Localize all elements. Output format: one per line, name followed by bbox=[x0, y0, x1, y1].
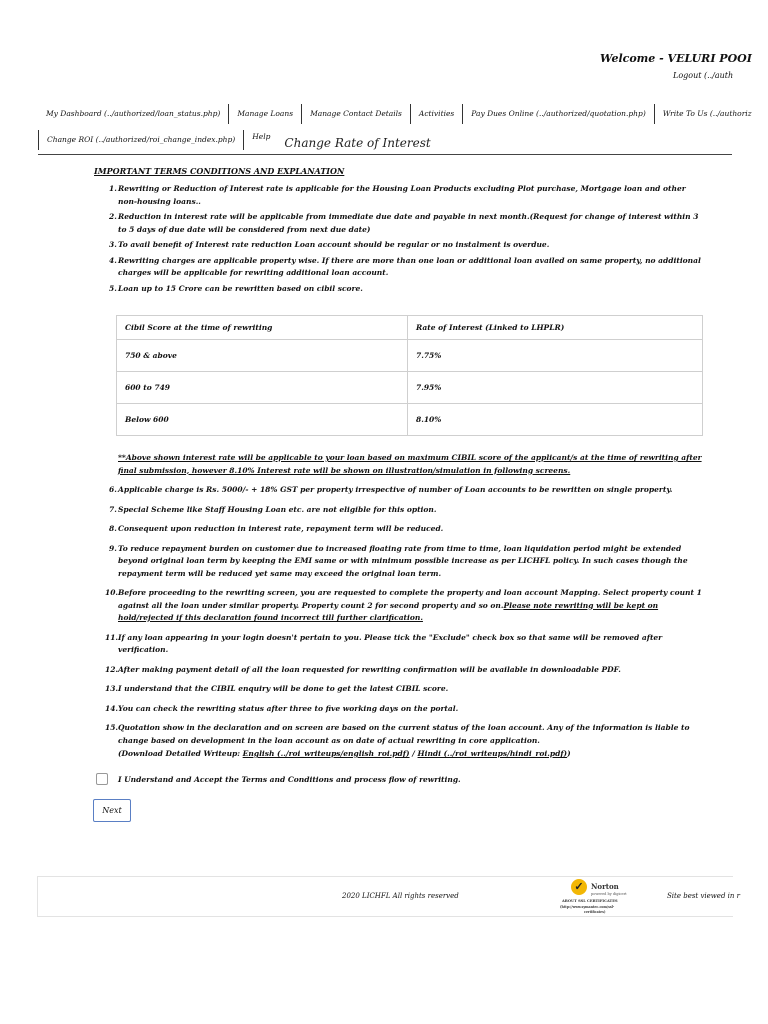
table-header-row bbox=[117, 316, 703, 340]
download-english-link[interactable]: English (../roi_writeups/english_roi.pdf) bbox=[242, 749, 410, 758]
logout-link[interactable]: Logout (../auth bbox=[673, 71, 734, 80]
term-item: 6. Applicable charge is Rs. 5000/- + 18% GST per property irrespective of number of Loan accounts to be rewritten on single property. bbox=[109, 485, 673, 494]
term-item: 2. Reduction in interest rate will be applicable from immediate due date and payable in next month.(Request for change of interest within 3 to 5 days of due date will be considered from next due date) bbox=[109, 212, 699, 234]
terms-heading: IMPORTANT TERMS CONDITIONS AND EXPLANATION bbox=[94, 166, 345, 176]
welcome-text: Welcome - VELURI POOI bbox=[600, 52, 752, 65]
term-item: 5. Loan up to 15 Crore can be rewritten based on cibil score. bbox=[109, 283, 363, 293]
terms-list-continued bbox=[105, 484, 704, 747]
rate-cell: 8.10% bbox=[408, 404, 703, 436]
nav-manage-contact-details[interactable]: Manage Contact Details bbox=[302, 104, 411, 124]
term-item: 7. Special Scheme like Staff Housing Loan etc. are not eligible for this option. bbox=[109, 504, 437, 514]
norton-about-link[interactable]: ABOUT SSL CERTIFICATES bbox=[562, 899, 618, 903]
term-item: 11. If any loan appearing in your login doesn't pertain to you. Please tick the "Exclude" check box so that same will be removed after verification. bbox=[105, 632, 663, 654]
cibil-score-cell: 600 to 749 bbox=[117, 372, 408, 404]
column-header: Cibil Score at the time of rewriting bbox=[117, 316, 408, 340]
rate-cell: 7.95% bbox=[408, 372, 703, 404]
table-row bbox=[117, 404, 703, 436]
term-item: 1. Rewriting or Reduction of Interest rate is applicable for the Housing Loan Products excluding Plot purchase, Mortgage loan and other non-housing loans.. bbox=[109, 184, 686, 206]
term-item: 13. I understand that the CIBIL enquiry will be done to get the latest CIBIL score. bbox=[105, 684, 449, 693]
nav-manage-loans[interactable]: Manage Loans bbox=[229, 104, 302, 124]
declaration-warning: Please note rewriting will be kept on hold/rejected if this declaration found incorrect till further clarification. bbox=[118, 600, 659, 622]
page-title: Change Rate of Interest bbox=[284, 136, 431, 150]
cibil-rate-table bbox=[116, 315, 703, 436]
terms-list bbox=[109, 183, 704, 295]
term-item: 8. Consequent upon reduction in interest rate, repayment term will be reduced. bbox=[109, 524, 444, 533]
column-header: Rate of Interest (Linked to LHPLR) bbox=[408, 316, 703, 340]
table-row bbox=[117, 340, 703, 372]
term-item: 14. You can check the rewriting status after three to five working days on the portal. bbox=[105, 703, 459, 713]
site-best-viewed-text: Site best viewed in r bbox=[667, 892, 740, 900]
copyright-text: 2020 LICHFL All rights reserved bbox=[342, 892, 459, 900]
next-button[interactable]: Next bbox=[93, 799, 131, 822]
term-item: 3. To avail benefit of Interest rate reduction Loan account should be regular or no instalment is overdue. bbox=[109, 240, 550, 249]
nav-help[interactable]: Help bbox=[252, 132, 271, 141]
term-item: 15. Quotation show in the declaration and on screen are based on the current status of the loan account. Any of the information is liable to change based on development in the loan account as on date of actual rewriting in core application. bbox=[105, 723, 690, 745]
term-item: 12. After making payment detail of all the loan requested for rewriting confirmation will be available in downloadable PDF. bbox=[105, 664, 621, 674]
norton-logo[interactable]: Norton bbox=[591, 882, 619, 891]
nav-activities[interactable]: Activities bbox=[411, 104, 463, 124]
rate-cell: 7.75% bbox=[408, 340, 703, 372]
nav-divider bbox=[38, 154, 732, 155]
term-item: 9. To reduce repayment burden on customer due to increased floating rate from time to time, loan liquidation period might be extended beyond original loan term by keeping the EMI same or with minimum possible increase as per LICHFL policy. In such cases though the repayment term will be reduced yet same may exceed the original loan term. bbox=[109, 543, 688, 578]
interest-rate-note: **Above shown interest rate will be applicable to your loan based on maximum CIBIL score of the applicant/s at the time of rewriting after final submission, however 8.10% Interest rate will be shown on illustration/simulation in following screens. bbox=[118, 453, 702, 475]
secondary-nav bbox=[38, 130, 431, 150]
main-nav bbox=[38, 104, 760, 124]
term-item: 4. Rewriting charges are applicable property wise. If there are more than one loan or additional loan availed on same property, no additional charges will be applicable for rewriting additional loan account. bbox=[109, 255, 701, 277]
nav-my-dashboard[interactable]: My Dashboard (../authorized/loan_status.php) bbox=[38, 104, 229, 124]
accept-terms-label: I Understand and Accept the Terms and Conditions and process flow of rewriting. bbox=[118, 774, 461, 784]
cibil-score-cell: Below 600 bbox=[117, 404, 408, 436]
nav-pay-dues-online[interactable]: Pay Dues Online (../authorized/quotation.php) bbox=[463, 104, 654, 124]
checkmark-icon: ✓ bbox=[571, 879, 587, 895]
accept-terms-checkbox[interactable] bbox=[96, 773, 108, 785]
accept-terms-row bbox=[96, 773, 461, 785]
cibil-score-cell: 750 & above bbox=[117, 340, 408, 372]
nav-write-to-us[interactable]: Write To Us (../authoriz bbox=[662, 109, 752, 118]
download-writeup: (Download Detailed Writeup: English (../roi_writeups/english_roi.pdf) / Hindi (../roi_writeups/hindi_roi.pdf)) bbox=[118, 749, 571, 758]
term-item: 10. Before proceeding to the rewriting screen, you are requested to complete the property and loan account Mapping. Select property count 1 against all the loan under similar property. Property count 2 for second property and so on.Please note rewriting will be kept on hold/rejected if this declaration found incorrect till further clarification. bbox=[105, 588, 702, 622]
nav-change-roi[interactable]: Change ROI (../authorized/roi_change_index.php) bbox=[38, 130, 244, 150]
download-hindi-link[interactable]: Hindi (../roi_writeups/hindi_roi.pdf) bbox=[417, 749, 568, 758]
norton-url: (http://www.symantec.com/ssl- bbox=[560, 905, 615, 909]
norton-powered-by: powered by digicert bbox=[591, 892, 627, 896]
norton-url-cont: certificates) bbox=[584, 910, 606, 914]
table-row bbox=[117, 372, 703, 404]
